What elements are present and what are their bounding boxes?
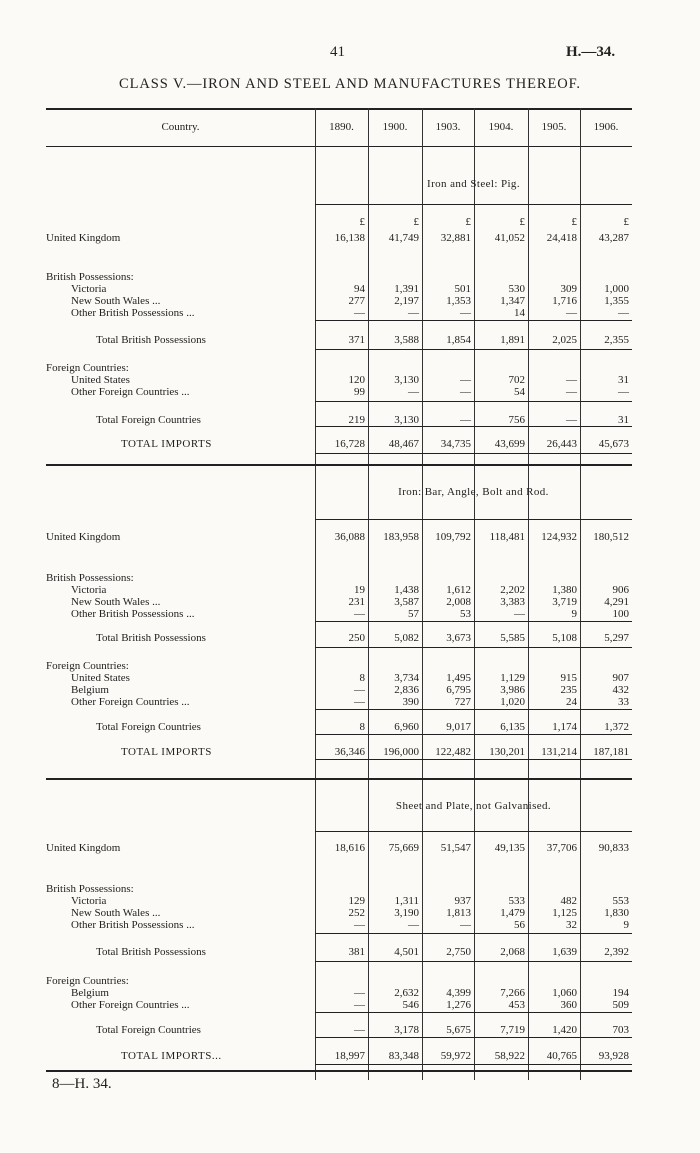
value-cell: 196,000 (383, 746, 419, 758)
value-cell: 99 (354, 386, 365, 398)
value-cell: 37,706 (546, 842, 577, 854)
row-label: Other Foreign Countries ... (71, 999, 190, 1011)
value-cell: 231 (348, 596, 365, 608)
value-cell: 703 (612, 1024, 629, 1036)
horizontal-rule (315, 933, 632, 934)
horizontal-rule (315, 519, 632, 520)
value-cell: 1,495 (446, 672, 471, 684)
value-cell: 129 (348, 895, 365, 907)
value-cell: 124,932 (541, 531, 577, 543)
row-label: Victoria (71, 283, 107, 295)
horizontal-rule (315, 401, 632, 402)
year-column-header: 1903. (435, 121, 461, 133)
value-cell: — (460, 374, 471, 386)
value-cell: 45,673 (598, 438, 629, 450)
table-row (46, 842, 632, 855)
row-label: Other British Possessions ... (71, 307, 195, 319)
value-cell: 32,881 (440, 232, 471, 244)
value-cell: 187,181 (593, 746, 629, 758)
value-cell: 530 (508, 283, 525, 295)
currency-symbol: £ (465, 216, 471, 228)
value-cell: 32 (566, 919, 577, 931)
table-row (46, 919, 632, 932)
horizontal-rule (315, 647, 632, 648)
value-cell: 432 (612, 684, 629, 696)
value-cell: 2,025 (552, 334, 577, 346)
row-label: Total British Possessions (96, 632, 206, 644)
horizontal-rule (315, 1064, 632, 1065)
row-label: Foreign Countries: (46, 660, 129, 672)
value-cell: 3,986 (500, 684, 525, 696)
currency-symbol: £ (623, 216, 629, 228)
value-cell: 57 (408, 608, 419, 620)
value-cell: 3,130 (394, 414, 419, 426)
row-label: Total British Possessions (96, 334, 206, 346)
value-cell: 2,008 (446, 596, 471, 608)
table-row (46, 438, 632, 451)
table-row (46, 232, 632, 245)
value-cell: 3,673 (446, 632, 471, 644)
value-cell: 501 (454, 283, 471, 295)
row-label: Other British Possessions ... (71, 919, 195, 931)
value-cell: 36,088 (334, 531, 365, 543)
section-title: Iron and Steel: Pig. (427, 178, 520, 190)
value-cell: 4,501 (394, 946, 419, 958)
value-cell: 2,392 (604, 946, 629, 958)
row-label: Foreign Countries: (46, 975, 129, 987)
currency-symbol: £ (413, 216, 419, 228)
year-column-header: 1890. (329, 121, 354, 133)
value-cell: 24 (566, 696, 577, 708)
value-cell: 56 (514, 919, 525, 931)
value-cell: 546 (402, 999, 419, 1011)
table-row (46, 721, 632, 734)
value-cell: 43,699 (494, 438, 525, 450)
value-cell: 34,735 (440, 438, 471, 450)
value-cell: 122,482 (435, 746, 471, 758)
row-label: TOTAL IMPORTS (121, 438, 212, 450)
horizontal-rule (46, 146, 632, 147)
value-cell: 2,355 (604, 334, 629, 346)
row-label: TOTAL IMPORTS... (121, 1050, 222, 1062)
value-cell: 58,922 (494, 1050, 525, 1062)
value-cell: 1,353 (446, 295, 471, 307)
value-cell: 2,202 (500, 584, 525, 596)
value-cell: 8 (359, 721, 365, 733)
value-cell: 1,276 (446, 999, 471, 1011)
value-cell: — (354, 999, 365, 1011)
value-cell: 1,391 (394, 283, 419, 295)
value-cell: 482 (560, 895, 577, 907)
table-row (46, 632, 632, 645)
value-cell: — (460, 414, 471, 426)
value-cell: 48,467 (388, 438, 419, 450)
value-cell: 1,372 (604, 721, 629, 733)
value-cell: 5,082 (394, 632, 419, 644)
value-cell: — (514, 608, 525, 620)
value-cell: 49,135 (494, 842, 525, 854)
value-cell: 1,060 (552, 987, 577, 999)
class-title: CLASS V.—IRON AND STEEL AND MANUFACTURES THEREOF. (119, 76, 581, 92)
value-cell: — (566, 374, 577, 386)
row-label: Victoria (71, 584, 107, 596)
value-cell: 6,795 (446, 684, 471, 696)
row-label: Belgium (71, 684, 109, 696)
horizontal-rule (315, 1037, 632, 1038)
value-cell: 51,547 (440, 842, 471, 854)
value-cell: 3,719 (552, 596, 577, 608)
value-cell: 31 (618, 374, 629, 386)
value-cell: 183,958 (383, 531, 419, 543)
value-cell: 1,174 (552, 721, 577, 733)
value-cell: 5,675 (446, 1024, 471, 1036)
value-cell: — (354, 696, 365, 708)
value-cell: 553 (612, 895, 629, 907)
value-cell: 1,125 (552, 907, 577, 919)
value-cell: 109,792 (435, 531, 471, 543)
value-cell: 90,833 (598, 842, 629, 854)
value-cell: 1,355 (604, 295, 629, 307)
value-cell: 1,639 (552, 946, 577, 958)
value-cell: 5,585 (500, 632, 525, 644)
value-cell: — (354, 307, 365, 319)
value-cell: 2,068 (500, 946, 525, 958)
row-label: United Kingdom (46, 232, 121, 244)
value-cell: 915 (560, 672, 577, 684)
value-cell: 16,138 (334, 232, 365, 244)
value-cell: 3,383 (500, 596, 525, 608)
value-cell: 6,135 (500, 721, 525, 733)
row-label: British Possessions: (46, 572, 134, 584)
value-cell: 1,830 (604, 907, 629, 919)
value-cell: 702 (508, 374, 525, 386)
year-column-header: 1900. (382, 121, 408, 133)
table-row (46, 946, 632, 959)
value-cell: 453 (508, 999, 525, 1011)
horizontal-rule (315, 204, 632, 205)
value-cell: — (618, 307, 629, 319)
horizontal-rule (46, 464, 632, 466)
page-number: 41 (330, 44, 345, 60)
value-cell: 9 (623, 919, 629, 931)
value-cell: — (566, 414, 577, 426)
value-cell: 381 (348, 946, 365, 958)
value-cell: 1,479 (500, 907, 525, 919)
value-cell: 1,311 (394, 895, 419, 907)
value-cell: — (408, 919, 419, 931)
value-cell: 53 (460, 608, 471, 620)
table-row (46, 307, 632, 320)
value-cell: — (460, 307, 471, 319)
value-cell: 371 (348, 334, 365, 346)
value-cell: 756 (508, 414, 525, 426)
value-cell: 130,201 (489, 746, 525, 758)
value-cell: 24,418 (546, 232, 577, 244)
value-cell: 33 (618, 696, 629, 708)
value-cell: 120 (348, 374, 365, 386)
value-cell: 1,716 (552, 295, 577, 307)
table-row (46, 386, 632, 399)
value-cell: 75,669 (388, 842, 419, 854)
value-cell: 14 (514, 307, 525, 319)
year-column-header: 1905. (541, 121, 567, 133)
footer-reference: 8—H. 34. (52, 1076, 112, 1092)
row-label: New South Wales ... (71, 295, 161, 307)
horizontal-rule (315, 320, 632, 321)
value-cell: 235 (560, 684, 577, 696)
value-cell: 59,972 (440, 1050, 471, 1062)
row-label: New South Wales ... (71, 596, 161, 608)
value-cell: 54 (514, 386, 525, 398)
value-cell: 16,728 (334, 438, 365, 450)
value-cell: 1,891 (500, 334, 525, 346)
value-cell: 727 (454, 696, 471, 708)
horizontal-rule (46, 1070, 632, 1072)
currency-symbol: £ (571, 216, 577, 228)
horizontal-rule (315, 349, 632, 350)
row-label: Total British Possessions (96, 946, 206, 958)
value-cell: — (354, 1024, 365, 1036)
section-title: Sheet and Plate, not Galvanised. (395, 800, 552, 812)
value-cell: 907 (612, 672, 629, 684)
value-cell: 3,734 (394, 672, 419, 684)
value-cell: 93,928 (598, 1050, 629, 1062)
value-cell: 7,719 (500, 1024, 525, 1036)
value-cell: 3,130 (394, 374, 419, 386)
horizontal-rule (315, 734, 632, 735)
value-cell: — (354, 684, 365, 696)
row-label: TOTAL IMPORTS (121, 746, 212, 758)
value-cell: 250 (348, 632, 365, 644)
table-row (46, 746, 632, 759)
value-cell: 180,512 (593, 531, 629, 543)
horizontal-rule (315, 831, 632, 832)
value-cell: 1,380 (552, 584, 577, 596)
currency-symbol: £ (359, 216, 365, 228)
value-cell: 3,178 (394, 1024, 419, 1036)
value-cell: 3,587 (394, 596, 419, 608)
country-column-header: Country. (161, 121, 200, 133)
document-reference: H.—34. (566, 44, 616, 60)
row-label: United Kingdom (46, 531, 121, 543)
value-cell: 360 (560, 999, 577, 1011)
value-cell: 309 (560, 283, 577, 295)
row-label: Total Foreign Countries (96, 1024, 201, 1036)
currency-symbol: £ (519, 216, 525, 228)
value-cell: 194 (612, 987, 629, 999)
value-cell: 5,108 (552, 632, 577, 644)
table-row (46, 999, 632, 1012)
value-cell: 1,854 (446, 334, 471, 346)
row-label: Other Foreign Countries ... (71, 696, 190, 708)
row-label: Total Foreign Countries (96, 414, 201, 426)
value-cell: 1,020 (500, 696, 525, 708)
value-cell: 1,347 (500, 295, 525, 307)
value-cell: 26,443 (546, 438, 577, 450)
value-cell: 2,836 (394, 684, 419, 696)
horizontal-rule (315, 621, 632, 622)
table-row (46, 1024, 632, 1037)
value-cell: 6,960 (394, 721, 419, 733)
value-cell: 94 (354, 283, 365, 295)
value-cell: 4,399 (446, 987, 471, 999)
value-cell: 19 (354, 584, 365, 596)
year-column-header: 1904. (488, 121, 514, 133)
value-cell: 118,481 (489, 531, 525, 543)
value-cell: 252 (348, 907, 365, 919)
value-cell: — (354, 987, 365, 999)
row-label: Total Foreign Countries (96, 721, 201, 733)
table-row (46, 1050, 632, 1063)
value-cell: — (566, 307, 577, 319)
value-cell: 2,197 (394, 295, 419, 307)
value-cell: 9,017 (446, 721, 471, 733)
value-cell: 43,287 (598, 232, 629, 244)
value-cell: 5,297 (604, 632, 629, 644)
value-cell: 2,750 (446, 946, 471, 958)
value-cell: 937 (454, 895, 471, 907)
section-title: Iron: Bar, Angle, Bolt and Rod. (398, 486, 549, 498)
row-label: British Possessions: (46, 883, 134, 895)
value-cell: 41,052 (494, 232, 525, 244)
horizontal-rule (315, 453, 632, 454)
value-cell: 3,588 (394, 334, 419, 346)
value-cell: — (408, 307, 419, 319)
value-cell: 533 (508, 895, 525, 907)
value-cell: — (408, 386, 419, 398)
horizontal-rule (46, 108, 632, 110)
value-cell: 219 (348, 414, 365, 426)
value-cell: 8 (359, 672, 365, 684)
value-cell: 390 (402, 696, 419, 708)
value-cell: 1,813 (446, 907, 471, 919)
row-label: United States (71, 672, 130, 684)
value-cell: — (354, 608, 365, 620)
value-cell: 131,214 (541, 746, 577, 758)
value-cell: — (354, 919, 365, 931)
value-cell: 2,632 (394, 987, 419, 999)
value-cell: — (566, 386, 577, 398)
row-label: United States (71, 374, 130, 386)
row-label: Belgium (71, 987, 109, 999)
horizontal-rule (315, 709, 632, 710)
value-cell: 3,190 (394, 907, 419, 919)
value-cell: 40,765 (546, 1050, 577, 1062)
row-label: Other British Possessions ... (71, 608, 195, 620)
horizontal-rule (315, 961, 632, 962)
table-row (46, 414, 632, 427)
table-row (46, 608, 632, 621)
row-label: New South Wales ... (71, 907, 161, 919)
value-cell: 18,616 (334, 842, 365, 854)
value-cell: 83,348 (388, 1050, 419, 1062)
value-cell: 1,612 (446, 584, 471, 596)
horizontal-rule (315, 1012, 632, 1013)
row-label: Other Foreign Countries ... (71, 386, 190, 398)
value-cell: 4,291 (604, 596, 629, 608)
value-cell: — (460, 919, 471, 931)
value-cell: — (618, 386, 629, 398)
value-cell: 906 (612, 584, 629, 596)
value-cell: 277 (348, 295, 365, 307)
value-cell: 509 (612, 999, 629, 1011)
value-cell: 1,420 (552, 1024, 577, 1036)
row-label: British Possessions: (46, 271, 134, 283)
row-label: United Kingdom (46, 842, 121, 854)
value-cell: 100 (612, 608, 629, 620)
value-cell: 41,749 (388, 232, 419, 244)
row-label: Victoria (71, 895, 107, 907)
value-cell: 31 (618, 414, 629, 426)
horizontal-rule (46, 778, 632, 780)
value-cell: 9 (571, 608, 577, 620)
year-column-header: 1906. (593, 121, 619, 133)
value-cell: 36,346 (334, 746, 365, 758)
table-row (46, 696, 632, 709)
value-cell: — (460, 386, 471, 398)
value-cell: 18,997 (334, 1050, 365, 1062)
value-cell: 1,438 (394, 584, 419, 596)
value-cell: 1,129 (500, 672, 525, 684)
value-cell: 1,000 (604, 283, 629, 295)
table-row (46, 334, 632, 347)
horizontal-rule (315, 759, 632, 760)
row-label: Foreign Countries: (46, 362, 129, 374)
table-row (46, 531, 632, 544)
value-cell: 7,266 (500, 987, 525, 999)
